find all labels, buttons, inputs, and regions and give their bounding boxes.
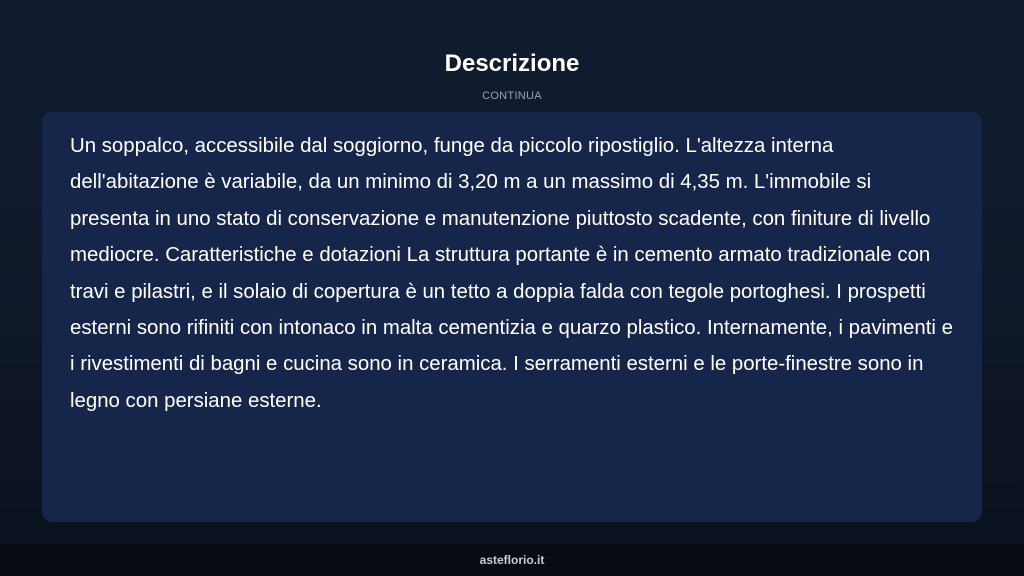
description-card bbox=[42, 112, 982, 522]
page-subtitle: CONTINUA bbox=[482, 90, 542, 102]
page-header bbox=[0, 0, 1024, 110]
page-title: Descrizione bbox=[444, 50, 580, 77]
footer-bar bbox=[0, 544, 1024, 576]
footer-brand: asteflorio.it bbox=[479, 553, 545, 567]
description-text: Un soppalco, accessibile dal soggiorno, funge da piccolo ripostiglio. L'altezza interna dell'abitazione è variabile, da un minimo di 3,20 m a un massimo di 4,35 m. L'immobile si presenta in uno stato di conservazione e manutenzione piuttosto scadente, con finiture di livello mediocre. Caratteristiche e dotazioni La struttura portante è in cemento armato tradizionale con travi e pilastri, e il solaio di copertura è un tetto a doppia falda con tegole portoghesi. I prospetti esterni sono rifiniti con intonaco in malta cementizia e quarzo plastico. Internamente, i pavimenti e i rivestimenti di bagni e cucina sono in ceramica. I serramenti esterni e le porte-finestre sono in legno con persiane esterne. bbox=[70, 135, 953, 412]
